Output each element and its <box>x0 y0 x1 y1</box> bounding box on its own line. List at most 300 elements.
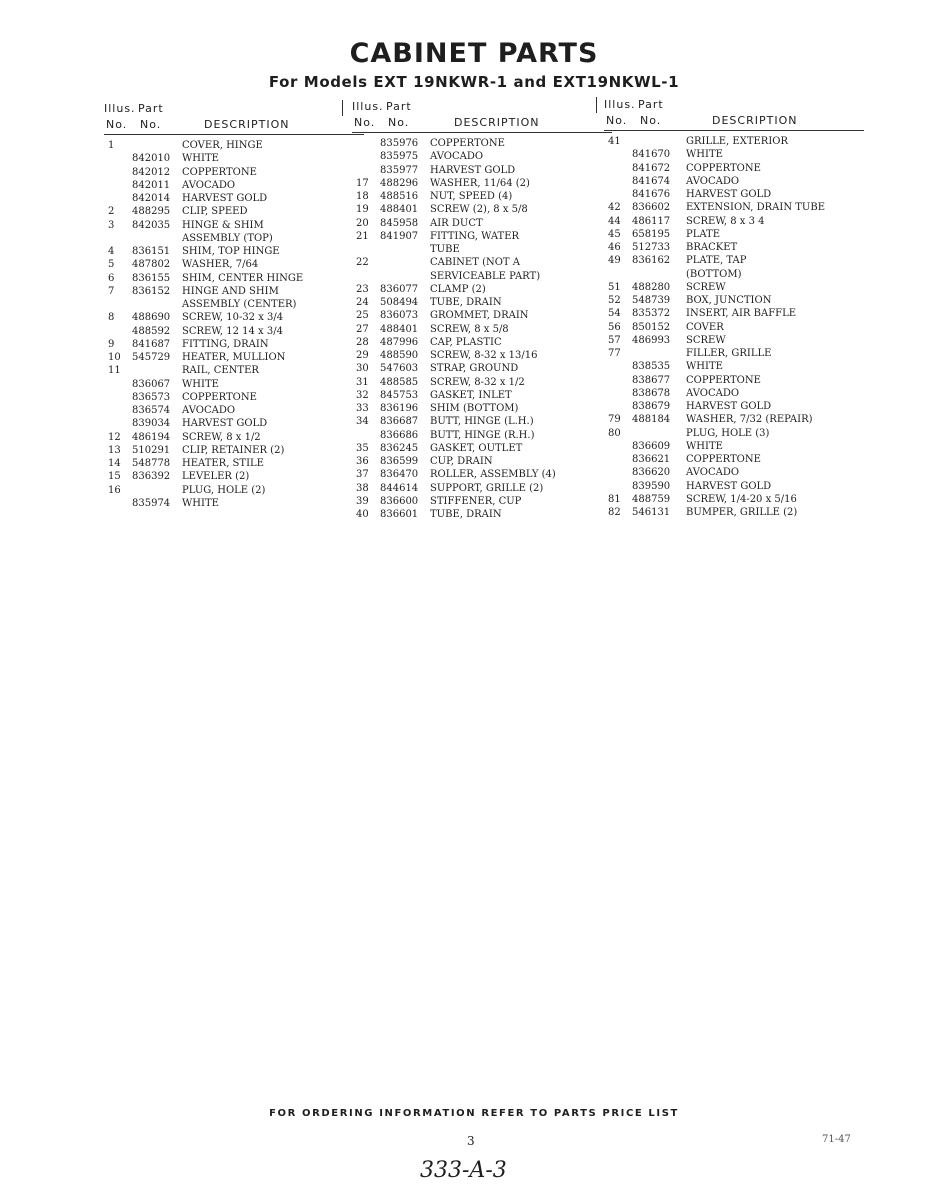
part-description: SHIM, CENTER HINGE <box>182 272 304 284</box>
part-number: 488592 <box>132 325 171 337</box>
illus-number: 46 <box>608 242 621 253</box>
part-description: STRAP, GROUND <box>430 363 519 375</box>
models-subtitle: For Models EXT 19NKWR-1 and EXT19NKWL-1 <box>268 73 680 91</box>
part-description: AVOCADO <box>686 467 740 479</box>
part-number: 488184 <box>632 414 671 426</box>
illus-no-header: No. <box>354 116 376 129</box>
part-number: 836687 <box>380 416 419 428</box>
table-row <box>104 378 364 391</box>
part-number: 841670 <box>632 149 671 161</box>
part-description: AVOCADO <box>686 175 740 187</box>
illus-number: 42 <box>608 202 621 214</box>
part-number: 836067 <box>132 378 171 390</box>
table-row <box>352 402 612 415</box>
part-description: HARVEST GOLD <box>686 189 772 200</box>
part-number: 512733 <box>632 242 671 253</box>
part-number: 841676 <box>632 189 671 200</box>
illus-no-header: No. <box>106 118 128 131</box>
part-number: 841687 <box>132 338 171 350</box>
part-description: ASSEMBLY (TOP) <box>182 232 273 244</box>
part-description: LEVELER (2) <box>182 471 250 483</box>
table-row <box>352 429 612 442</box>
part-description: TUBE, DRAIN <box>430 297 502 308</box>
table-row <box>104 431 364 444</box>
part-description: COVER, HINGE <box>182 140 263 151</box>
part-description: SHIM, TOP HINGE <box>182 246 280 257</box>
table-row <box>604 268 864 281</box>
illus-number: 51 <box>608 281 621 293</box>
part-description: HARVEST GOLD <box>182 193 268 204</box>
illus-number: 3 <box>108 219 115 231</box>
part-description: CLAMP (2) <box>430 283 486 295</box>
table-row <box>604 453 864 466</box>
table-row <box>352 336 612 349</box>
illus-number: 52 <box>608 295 621 306</box>
table-row <box>104 484 364 497</box>
illus-number: 7 <box>108 285 115 297</box>
part-description: COPPERTONE <box>686 162 761 174</box>
part-description: CAP, PLASTIC <box>430 336 502 348</box>
table-row <box>604 334 864 347</box>
part-number: 842011 <box>132 179 171 191</box>
illus-number: 79 <box>608 414 621 426</box>
part-description: HEATER, STILE <box>182 458 264 469</box>
column-header <box>104 100 364 135</box>
illus-number: 25 <box>356 310 369 322</box>
part-description: PLUG, HOLE (3) <box>686 427 770 439</box>
illus-number: 44 <box>608 215 621 227</box>
table-row <box>104 258 364 271</box>
illus-number: 24 <box>356 297 369 308</box>
part-description: SUPPORT, GRILLE (2) <box>430 482 544 494</box>
part-number: 839034 <box>132 418 171 430</box>
part-description: SHIM (BOTTOM) <box>430 403 519 414</box>
illus-number: 56 <box>608 321 621 333</box>
ordering-footer: FOR ORDERING INFORMATION REFER TO PARTS PRICE LIST <box>269 1108 679 1119</box>
part-description: SCREW, 12 14 x 3/4 <box>182 325 283 337</box>
table-row <box>352 270 612 283</box>
part-description: AVOCADO <box>182 179 236 191</box>
part-number: 488401 <box>380 204 419 216</box>
table-row <box>604 175 864 188</box>
table-row <box>604 493 864 506</box>
illus-number: 57 <box>608 334 621 346</box>
part-number: 488690 <box>132 312 171 324</box>
part-number: 486117 <box>632 215 671 227</box>
part-number: 548739 <box>632 295 671 306</box>
table-row <box>104 391 364 404</box>
part-description: SCREW, 10-32 x 3/4 <box>182 312 284 324</box>
table-row <box>352 309 612 322</box>
column-header <box>352 98 612 133</box>
part-header: Part <box>386 100 412 113</box>
part-description: GROMMET, DRAIN <box>430 310 529 322</box>
illus-number: 35 <box>356 442 369 454</box>
part-description: GASKET, OUTLET <box>430 442 523 454</box>
parts-list <box>352 137 612 521</box>
part-description: BRACKET <box>686 242 738 253</box>
table-row <box>104 417 364 430</box>
part-number: 835976 <box>380 138 419 149</box>
table-row <box>352 415 612 428</box>
illus-number: 32 <box>356 389 369 401</box>
part-number: 488280 <box>632 281 671 293</box>
table-row <box>104 457 364 470</box>
part-number: 845958 <box>380 217 419 229</box>
table-row <box>352 442 612 455</box>
part-number: 838679 <box>632 401 671 412</box>
part-description: SCREW <box>686 334 726 346</box>
table-row <box>104 497 364 510</box>
part-description: WHITE <box>686 149 723 161</box>
illus-number: 28 <box>356 336 369 348</box>
table-row <box>604 188 864 201</box>
illus-number: 27 <box>356 323 369 335</box>
illus-number: 10 <box>108 352 121 363</box>
part-description: WHITE <box>686 361 723 373</box>
illus-number: 41 <box>608 136 621 147</box>
table-row <box>104 285 364 298</box>
part-description: COVER <box>686 321 724 333</box>
table-row <box>604 241 864 254</box>
table-row <box>352 190 612 203</box>
part-number: 836155 <box>132 272 171 284</box>
table-row <box>104 311 364 324</box>
part-description: AVOCADO <box>182 405 236 416</box>
table-row <box>104 152 364 165</box>
table-row <box>104 364 364 377</box>
table-row <box>604 360 864 373</box>
part-number: 844614 <box>380 482 419 494</box>
table-row <box>604 294 864 307</box>
table-row <box>604 466 864 479</box>
part-number: 488401 <box>380 323 419 335</box>
illus-number: 36 <box>356 456 369 467</box>
illus-number: 30 <box>356 363 369 375</box>
table-row <box>604 440 864 453</box>
part-number: 836621 <box>632 454 671 465</box>
table-row <box>352 362 612 375</box>
illus-number: 23 <box>356 283 369 295</box>
table-row <box>104 192 364 205</box>
illus-number: 2 <box>108 206 115 218</box>
illus-number: 15 <box>108 471 121 483</box>
part-description: SCREW <box>686 281 726 293</box>
illus-number: 34 <box>356 416 369 428</box>
illus-number: 49 <box>608 255 621 267</box>
part-description: ASSEMBLY (CENTER) <box>182 299 297 310</box>
part-number: 836392 <box>132 471 171 483</box>
part-description: BUTT, HINGE (R.H.) <box>430 429 535 441</box>
part-number: 838677 <box>632 374 671 386</box>
part-number: 835977 <box>380 164 419 176</box>
part-description: WASHER, 11/64 (2) <box>430 177 530 189</box>
part-description: WHITE <box>182 153 219 165</box>
part-description: COPPERTONE <box>182 166 257 178</box>
part-number: 836245 <box>380 442 419 454</box>
part-description: INSERT, AIR BAFFLE <box>686 308 797 320</box>
illus-number: 18 <box>356 191 369 202</box>
part-description: SCREW, 1/4-20 x 5/16 <box>686 493 797 505</box>
column-header <box>604 96 864 131</box>
part-number: 488759 <box>632 493 671 505</box>
part-number: 836620 <box>632 467 671 479</box>
illus-number: 82 <box>608 507 621 518</box>
part-number: 836470 <box>380 469 419 481</box>
table-row <box>104 444 364 457</box>
part-number: 836600 <box>380 495 419 507</box>
part-description: HARVEST GOLD <box>430 164 516 176</box>
part-number: 841672 <box>632 162 671 174</box>
table-row <box>352 323 612 336</box>
part-description: HARVEST GOLD <box>182 418 268 430</box>
part-description: PLUG, HOLE (2) <box>182 484 266 496</box>
part-description: CLIP, RETAINER (2) <box>182 444 285 456</box>
handwritten-note: 333-A-3 <box>420 1158 507 1183</box>
part-number: 836077 <box>380 283 419 295</box>
parts-column-1 <box>104 100 364 510</box>
part-description: CLIP, SPEED <box>182 206 248 218</box>
illus-number: 9 <box>108 338 115 350</box>
illus-no-header: No. <box>606 114 628 127</box>
table-row <box>104 232 364 245</box>
part-number: 838678 <box>632 387 671 399</box>
part-number: 835975 <box>380 151 419 163</box>
table-row <box>104 166 364 179</box>
table-row <box>352 508 612 521</box>
part-number: 842010 <box>132 153 171 165</box>
part-description: WHITE <box>182 497 219 509</box>
table-row <box>352 177 612 190</box>
table-row <box>352 230 612 243</box>
part-no-header: No. <box>640 114 662 127</box>
part-number: 546131 <box>632 507 671 518</box>
part-description: BOX, JUNCTION <box>686 295 772 306</box>
table-row <box>604 201 864 214</box>
part-description: SCREW, 8 x 5/8 <box>430 323 509 335</box>
part-description: WASHER, 7/64 <box>182 259 259 271</box>
part-number: 836686 <box>380 429 419 441</box>
part-description: TUBE <box>430 244 460 255</box>
description-header: DESCRIPTION <box>204 118 290 131</box>
part-number: 658195 <box>632 228 671 240</box>
page-title: CABINET PARTS <box>349 38 599 69</box>
part-number: 487802 <box>132 259 171 271</box>
part-description: COPPERTONE <box>430 138 505 149</box>
illus-header: Illus. <box>604 98 636 111</box>
part-description: HINGE AND SHIM <box>182 285 279 297</box>
table-row <box>104 325 364 338</box>
table-row <box>604 321 864 334</box>
part-description: AVOCADO <box>686 387 740 399</box>
part-description: AIR DUCT <box>430 217 483 229</box>
table-row <box>604 374 864 387</box>
part-description: BUMPER, GRILLE (2) <box>686 507 798 518</box>
table-row <box>104 351 364 364</box>
part-number: 836162 <box>632 255 671 267</box>
table-row <box>352 217 612 230</box>
part-number: 487996 <box>380 336 419 348</box>
part-number: 548778 <box>132 458 171 469</box>
part-description: PLATE <box>686 228 721 240</box>
part-description: HEATER, MULLION <box>182 352 286 363</box>
part-number: 488516 <box>380 191 419 202</box>
table-row <box>604 387 864 400</box>
part-number: 545729 <box>132 352 171 363</box>
illus-number: 77 <box>608 348 621 359</box>
table-row <box>352 137 612 150</box>
table-row <box>604 135 864 148</box>
parts-column-2 <box>352 98 612 521</box>
part-number: 841674 <box>632 175 671 187</box>
table-row <box>104 404 364 417</box>
part-number: 488296 <box>380 177 419 189</box>
illus-header: Illus. <box>352 100 384 113</box>
table-row <box>352 495 612 508</box>
part-description: HINGE & SHIM <box>182 219 264 231</box>
table-row <box>604 307 864 320</box>
illus-header: Illus. <box>104 102 136 115</box>
description-header: DESCRIPTION <box>712 114 798 127</box>
part-number: 836152 <box>132 285 171 297</box>
table-row <box>604 228 864 241</box>
part-number: 836196 <box>380 403 419 414</box>
part-description: CABINET (NOT A <box>430 257 520 269</box>
part-description: SERVICEABLE PART) <box>430 270 541 282</box>
table-row <box>352 468 612 481</box>
part-number: 836151 <box>132 246 171 257</box>
illus-number: 5 <box>108 259 115 271</box>
part-number: 839590 <box>632 480 671 492</box>
part-description: SCREW, 8 x 1/2 <box>182 431 261 443</box>
table-row <box>104 298 364 311</box>
part-number: 836073 <box>380 310 419 322</box>
table-row <box>104 205 364 218</box>
table-row <box>104 179 364 192</box>
table-row <box>604 148 864 161</box>
illus-number: 38 <box>356 482 369 494</box>
part-number: 842014 <box>132 193 171 204</box>
part-number: 838535 <box>632 361 671 373</box>
part-number: 836599 <box>380 456 419 467</box>
table-row <box>604 347 864 360</box>
part-number: 835372 <box>632 308 671 320</box>
page-number: 3 <box>467 1134 475 1148</box>
table-row <box>604 162 864 175</box>
part-description: BUTT, HINGE (L.H.) <box>430 416 534 428</box>
table-row <box>604 480 864 493</box>
part-number: 850152 <box>632 321 671 333</box>
illus-number: 1 <box>108 140 115 151</box>
illus-number: 11 <box>108 365 121 377</box>
part-number: 836573 <box>132 391 171 403</box>
part-description: WHITE <box>182 378 219 390</box>
part-description: CUP, DRAIN <box>430 456 493 467</box>
part-number: 547603 <box>380 363 419 375</box>
illus-number: 6 <box>108 272 115 284</box>
part-description: RAIL, CENTER <box>182 365 259 377</box>
part-number: 836574 <box>132 405 171 416</box>
part-number: 845753 <box>380 389 419 401</box>
part-description: HARVEST GOLD <box>686 401 772 412</box>
part-description: GRILLE, EXTERIOR <box>686 136 789 147</box>
table-row <box>104 272 364 285</box>
part-description: TUBE, DRAIN <box>430 509 502 520</box>
illus-number: 17 <box>356 177 369 189</box>
table-row <box>104 338 364 351</box>
table-row <box>604 254 864 267</box>
table-row <box>352 389 612 402</box>
illus-number: 45 <box>608 228 621 240</box>
illus-number: 39 <box>356 495 369 507</box>
part-description: GASKET, INLET <box>430 389 512 401</box>
illus-number: 16 <box>108 484 121 496</box>
table-row <box>604 506 864 519</box>
illus-number: 29 <box>356 350 369 361</box>
table-row <box>352 150 612 163</box>
part-description: HARVEST GOLD <box>686 480 772 492</box>
table-row <box>604 215 864 228</box>
illus-number: 20 <box>356 217 369 229</box>
part-description: COPPERTONE <box>686 374 761 386</box>
part-description: COPPERTONE <box>182 391 257 403</box>
part-description: SCREW, 8 x 3 4 <box>686 215 765 227</box>
part-description: FITTING, WATER <box>430 230 520 242</box>
part-number: 486993 <box>632 334 671 346</box>
part-number: 486194 <box>132 431 171 443</box>
table-row <box>104 245 364 258</box>
table-row <box>352 243 612 256</box>
table-row <box>104 219 364 232</box>
table-row <box>604 413 864 426</box>
table-row <box>352 482 612 495</box>
part-number: 488585 <box>380 376 419 388</box>
part-number: 836602 <box>632 202 671 214</box>
part-description: EXTENSION, DRAIN TUBE <box>686 202 825 214</box>
part-number: 836609 <box>632 440 671 452</box>
parts-column-3 <box>604 96 864 519</box>
table-row <box>104 470 364 483</box>
part-description: WHITE <box>686 440 723 452</box>
parts-list <box>604 135 864 519</box>
illus-number: 33 <box>356 403 369 414</box>
illus-number: 80 <box>608 427 621 439</box>
illus-number: 54 <box>608 308 621 320</box>
table-row <box>352 164 612 177</box>
illus-number: 19 <box>356 204 369 216</box>
table-row <box>352 283 612 296</box>
part-description: SCREW, 8-32 x 13/16 <box>430 350 538 361</box>
part-description: SCREW (2), 8 x 5/8 <box>430 204 528 216</box>
part-number: 488590 <box>380 350 419 361</box>
table-row <box>352 296 612 309</box>
table-row <box>352 203 612 216</box>
illus-number: 81 <box>608 493 621 505</box>
part-number: 508494 <box>380 297 419 308</box>
illus-number: 13 <box>108 444 121 456</box>
part-description: WASHER, 7/32 (REPAIR) <box>686 414 813 426</box>
table-row <box>604 427 864 440</box>
illus-number: 21 <box>356 230 369 242</box>
print-code: 71-47 <box>822 1134 851 1145</box>
illus-number: 12 <box>108 431 121 443</box>
part-description: SCREW, 8-32 x 1/2 <box>430 376 525 388</box>
part-description: NUT, SPEED (4) <box>430 191 513 202</box>
table-row <box>104 139 364 152</box>
parts-list <box>104 139 364 510</box>
part-number: 841907 <box>380 230 419 242</box>
table-row <box>352 376 612 389</box>
